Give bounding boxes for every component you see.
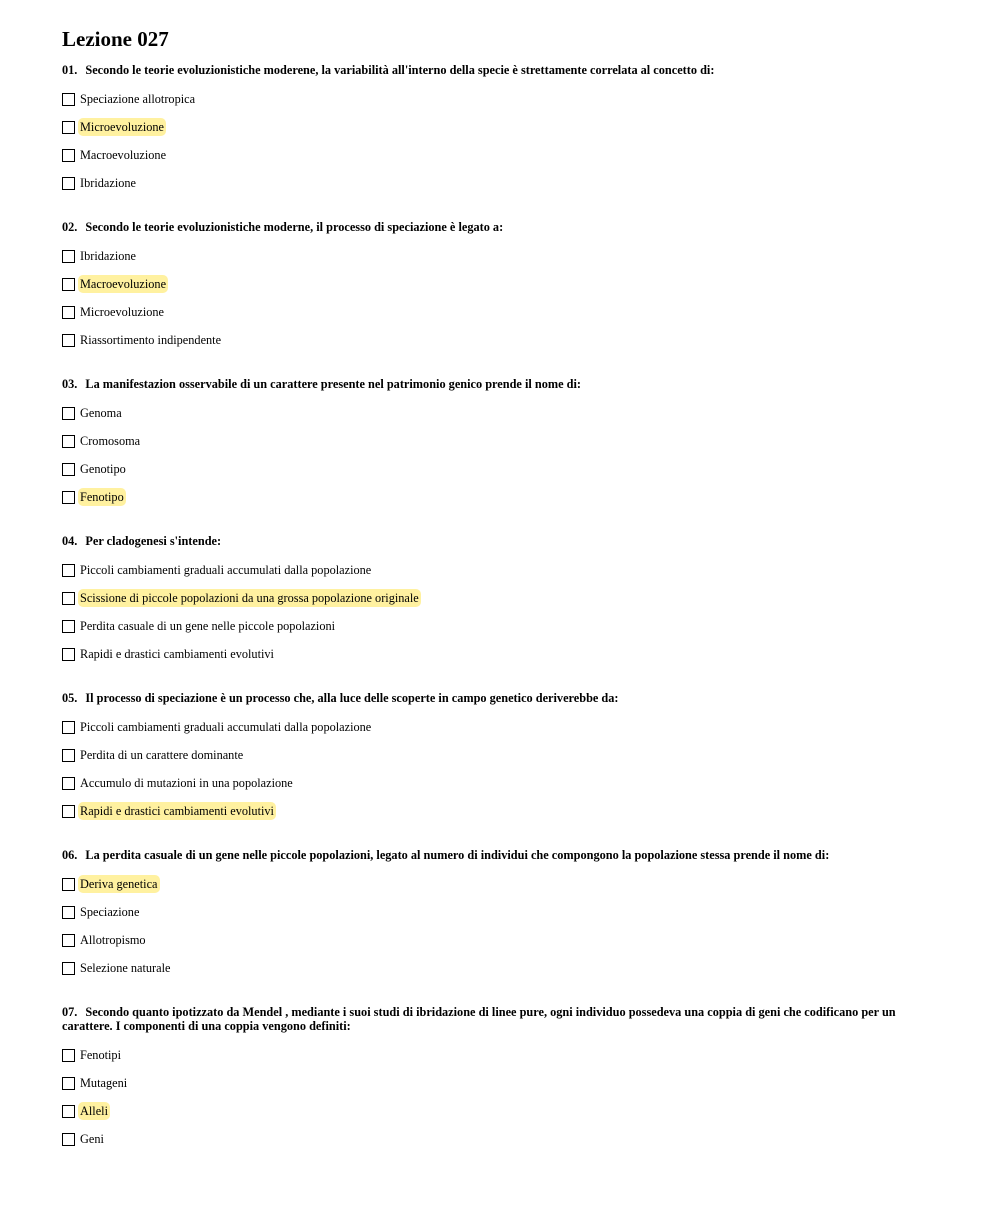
answer-label: Geni: [80, 1132, 104, 1146]
question-number: 06.: [62, 848, 78, 862]
answer-option[interactable]: [62, 1069, 940, 1097]
question-block: [62, 691, 940, 825]
answer-checkbox[interactable]: [62, 592, 75, 605]
answer-option[interactable]: [62, 270, 940, 298]
answer-option[interactable]: [62, 427, 940, 455]
answer-label: Piccoli cambiamenti graduali accumulati dalla popolazione: [80, 563, 372, 577]
answer-checkbox[interactable]: [62, 749, 75, 762]
answer-option[interactable]: [62, 483, 940, 511]
answer-option[interactable]: [62, 713, 940, 741]
answer-label: Allotropismo: [80, 933, 146, 947]
answer-label: Cromosoma: [80, 434, 141, 448]
answer-checkbox[interactable]: [62, 1077, 75, 1090]
question-block: [62, 848, 940, 982]
answer-label-highlighted: Deriva genetica: [80, 877, 158, 891]
answer-option[interactable]: [62, 556, 940, 584]
answer-label: Speciazione: [80, 905, 140, 919]
question-text: [62, 534, 940, 548]
answer-checkbox[interactable]: [62, 878, 75, 891]
answer-label: Genoma: [80, 406, 122, 420]
answer-option[interactable]: [62, 326, 940, 354]
answer-label-highlighted: Fenotipo: [80, 490, 124, 504]
answer-checkbox[interactable]: [62, 250, 75, 263]
answer-checkbox[interactable]: [62, 121, 75, 134]
answer-checkbox[interactable]: [62, 177, 75, 190]
answer-option[interactable]: [62, 242, 940, 270]
answer-option[interactable]: [62, 1041, 940, 1069]
answer-checkbox[interactable]: [62, 721, 75, 734]
question-prompt: Secondo quanto ipotizzato da Mendel , mediante i suoi studi di ibridazione di linee pure, ogni individuo possedeva una coppia di geni che codificano per un carattere. I componenti di una coppia vengono definiti:: [62, 1005, 896, 1033]
question-number: 03.: [62, 377, 78, 391]
answer-checkbox[interactable]: [62, 962, 75, 975]
answer-label: Accumulo di mutazioni in una popolazione: [80, 776, 293, 790]
answer-label: Piccoli cambiamenti graduali accumulati dalla popolazione: [80, 720, 372, 734]
answer-label-highlighted: Macroevoluzione: [80, 277, 167, 291]
answer-checkbox[interactable]: [62, 1133, 75, 1146]
question-prompt: Il processo di speciazione è un processo che, alla luce delle scoperte in campo genetico deriverebbe da:: [85, 691, 619, 705]
answer-option[interactable]: [62, 141, 940, 169]
answer-checkbox[interactable]: [62, 777, 75, 790]
answer-option[interactable]: [62, 797, 940, 825]
answer-checkbox[interactable]: [62, 934, 75, 947]
question-block: [62, 534, 940, 668]
answer-checkbox[interactable]: [62, 278, 75, 291]
answer-checkbox[interactable]: [62, 1105, 75, 1118]
answer-label: Ibridazione: [80, 176, 136, 190]
answer-option[interactable]: [62, 298, 940, 326]
answer-option[interactable]: [62, 870, 940, 898]
answer-label-highlighted: Microevoluzione: [80, 120, 165, 134]
answer-label-highlighted: Scissione di piccole popolazioni da una grossa popolazione originale: [80, 591, 419, 605]
answer-checkbox[interactable]: [62, 407, 75, 420]
question-number: 07.: [62, 1005, 78, 1019]
question-block: [62, 63, 940, 197]
answer-label: Rapidi e drastici cambiamenti evolutivi: [80, 647, 274, 661]
answer-label: Ibridazione: [80, 249, 136, 263]
question-number: 05.: [62, 691, 78, 705]
answer-option[interactable]: [62, 741, 940, 769]
question-prompt: La perdita casuale di un gene nelle piccole popolazioni, legato al numero di individui che compongono la popolazione stessa prende il nome di:: [85, 848, 830, 862]
answer-label: Perdita casuale di un gene nelle piccole popolazioni: [80, 619, 336, 633]
answer-label: Fenotipi: [80, 1048, 121, 1062]
answer-label: Macroevoluzione: [80, 148, 167, 162]
answer-label: Riassortimento indipendente: [80, 333, 222, 347]
answer-option[interactable]: [62, 954, 940, 982]
question-prompt: La manifestazion osservabile di un carattere presente nel patrimonio genico prende il nome di:: [85, 377, 581, 391]
answer-option[interactable]: [62, 1097, 940, 1125]
answer-checkbox[interactable]: [62, 620, 75, 633]
answer-checkbox[interactable]: [62, 149, 75, 162]
answer-label: Mutageni: [80, 1076, 128, 1090]
question-text: [62, 220, 940, 234]
answer-option[interactable]: [62, 169, 940, 197]
answer-option[interactable]: [62, 85, 940, 113]
question-prompt: Per cladogenesi s'intende:: [85, 534, 222, 548]
answer-option[interactable]: [62, 113, 940, 141]
question-block: [62, 1005, 940, 1153]
answer-checkbox[interactable]: [62, 564, 75, 577]
answer-option[interactable]: [62, 769, 940, 797]
question-block: [62, 220, 940, 354]
answer-checkbox[interactable]: [62, 1049, 75, 1062]
answer-option[interactable]: [62, 898, 940, 926]
question-text: [62, 691, 940, 705]
answer-checkbox[interactable]: [62, 435, 75, 448]
answer-checkbox[interactable]: [62, 648, 75, 661]
question-number: 04.: [62, 534, 78, 548]
question-block: [62, 377, 940, 511]
question-number: 02.: [62, 220, 78, 234]
answer-checkbox[interactable]: [62, 93, 75, 106]
answer-label: Perdita di un carattere dominante: [80, 748, 244, 762]
answer-option[interactable]: [62, 399, 940, 427]
question-text: [62, 1005, 940, 1033]
answer-label: Speciazione allotropica: [80, 92, 196, 106]
answer-label: Selezione naturale: [80, 961, 171, 975]
answer-option[interactable]: [62, 584, 940, 612]
question-list: [62, 63, 940, 1153]
question-text: [62, 848, 940, 862]
answer-label-highlighted: Rapidi e drastici cambiamenti evolutivi: [80, 804, 274, 818]
question-text: [62, 377, 940, 391]
answer-checkbox[interactable]: [62, 491, 75, 504]
answer-option[interactable]: [62, 1125, 940, 1153]
answer-option[interactable]: [62, 926, 940, 954]
question-number: 01.: [62, 63, 78, 77]
question-text: [62, 63, 940, 77]
lesson-title: Lezione 027: [62, 27, 169, 51]
answer-label: Genotipo: [80, 462, 126, 476]
answer-checkbox[interactable]: [62, 906, 75, 919]
answer-checkbox[interactable]: [62, 805, 75, 818]
answer-checkbox[interactable]: [62, 463, 75, 476]
question-prompt: Secondo le teorie evoluzionistiche moderne, il processo di speciazione è legato a:: [85, 220, 504, 234]
answer-option[interactable]: [62, 640, 940, 668]
answer-option[interactable]: [62, 612, 940, 640]
answer-label-highlighted: Alleli: [80, 1104, 109, 1118]
answer-label: Microevoluzione: [80, 305, 165, 319]
answer-checkbox[interactable]: [62, 334, 75, 347]
question-prompt: Secondo le teorie evoluzionistiche moderene, la variabilità all'interno della specie è strettamente correlata al concetto di:: [85, 63, 715, 77]
answer-checkbox[interactable]: [62, 306, 75, 319]
answer-option[interactable]: [62, 455, 940, 483]
